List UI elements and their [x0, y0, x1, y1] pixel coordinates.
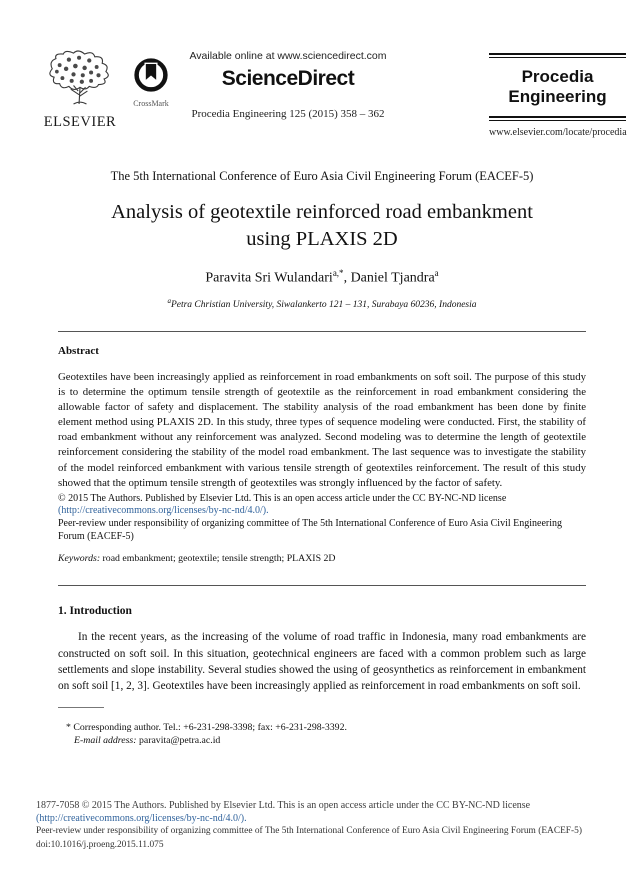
keywords-label: Keywords:	[58, 553, 101, 565]
license-url-link[interactable]: (http://creativecommons.org/licenses/by-nc-nd/4.0/).	[58, 505, 269, 517]
elsevier-logo	[36, 50, 124, 131]
crossmark-icon	[133, 80, 169, 97]
author-1: Paravita Sri Wulandari	[205, 270, 333, 286]
keywords-text: road embankment; geotextile; tensile strength; PLAXIS 2D	[100, 553, 336, 565]
masthead-bottom-rule	[489, 116, 626, 121]
issn-copyright-line: 1877-7058 © 2015 The Authors. Published by Elsevier Ltd. This is an open access article under the CC BY-NC-ND license	[36, 800, 531, 811]
paper-title-line1: Analysis of geotextile reinforced road embankment	[111, 201, 533, 223]
crossmark-label: CrossMark	[133, 99, 169, 108]
abstract-heading: Abstract	[58, 344, 99, 357]
paper-title-line2: using PLAXIS 2D	[246, 228, 398, 251]
section-heading-introduction: 1. Introduction	[58, 605, 132, 618]
corresponding-author-note: * Corresponding author. Tel.: +6-231-298-3398; fax: +6-231-298-3392.	[66, 721, 347, 733]
abstract-top-rule	[58, 331, 586, 332]
email-label: E-mail address:	[74, 735, 137, 747]
conference-title: The 5th International Conference of Euro Asia Civil Engineering Forum (EACEF-5)	[110, 169, 534, 183]
affiliation-text: Petra Christian University, Siwalankerto 121 – 131, Surabaya 60236, Indonesia	[170, 299, 477, 310]
copyright-line: © 2015 The Authors. Published by Elsevier Ltd. This is an open access article under the CC BY-NC-ND license	[58, 492, 507, 504]
keywords-line	[58, 553, 586, 564]
journal-masthead	[489, 53, 626, 138]
journal-name-line1: Procedia	[521, 67, 594, 86]
paper-title	[58, 199, 586, 253]
copyright-block	[58, 493, 586, 543]
affiliation-superscript: a	[167, 296, 171, 305]
footnote-block	[58, 721, 586, 748]
author-separator: ,	[343, 270, 351, 286]
abstract-text: Geotextiles have been increasingly applied as reinforcement in road embankments on soft soil. The purpose of this study is to determine the optimum tensile strength of geotextile as the reinforcement in road embankment considering the allowable factor of safety and displacement. The stability analysis of the road embankment has been done by finite element method using PLAXIS 2D. In this study, three types of sequence modeling were conducted. First, the stability of road embankment without any reinforcement was analyzed. Second modeling was to determine the length of geotextile reinforcement considering the stability of the model road embankment. The last sequence was to investigate the stability of the model reinforced embankment with various tensile strength of geotextiles reinforcement. The result of this study showed that the optimum tensile strength of geotextiles was strongly influenced by the factor of safety.	[58, 370, 586, 489]
elsevier-wordmark: ELSEVIER	[43, 114, 117, 130]
affiliation-line	[58, 297, 586, 310]
abstract-bottom-rule	[58, 585, 586, 586]
crossmark-badge[interactable]	[129, 57, 173, 108]
footer-peer-review-line: Peer-review under responsibility of organizing committee of The 5th International Conference of Euro Asia Civil Engineering Forum (EACEF-5)	[36, 826, 582, 836]
available-online-text: Available online at www.sciencedirect.com	[189, 50, 387, 62]
header-center	[168, 50, 408, 120]
sciencedirect-logo: ScienceDirect	[221, 67, 355, 90]
author-line	[58, 268, 586, 287]
elsevier-tree-icon	[43, 95, 117, 112]
footnote-rule	[58, 707, 104, 708]
email-address-link[interactable]: paravita@petra.ac.id	[136, 735, 221, 747]
journal-name-line2: Engineering	[508, 87, 607, 107]
peer-review-statement: Peer-review under responsibility of organizing committee of The 5th International Conference of Euro Asia Civil Engineering Forum (EACEF-5)	[58, 517, 563, 542]
footer-license-url-link[interactable]: (http://creativecommons.org/licenses/by-nc-nd/4.0/).	[36, 813, 247, 824]
journal-name	[489, 58, 626, 116]
page-footer	[36, 799, 608, 852]
author-2-superscript: a	[434, 268, 439, 279]
journal-url-link[interactable]: www.elsevier.com/locate/procedia	[489, 126, 627, 138]
article-body	[58, 169, 586, 748]
page-header	[0, 0, 638, 150]
introduction-paragraph: In the recent years, as the increasing of the volume of road traffic in Indonesia, many road embankments are constructed on soft soil. In this situation, geotechnical engineers are faced with a common problem such as large settlements and slope instability. Several studies showed the using of geosynthetics as reinforcement in embankment on soft soil [1, 2, 3]. Geotextiles have been increasingly applied as reinforcement in road embankments on soft soil.	[58, 631, 586, 693]
author-1-superscript: a,*	[332, 268, 344, 279]
journal-citation: Procedia Engineering 125 (2015) 358 – 362	[191, 108, 385, 120]
author-2: Daniel Tjandra	[350, 270, 435, 286]
doi-line: doi:10.1016/j.proeng.2015.11.075	[36, 839, 164, 850]
email-line	[66, 734, 586, 748]
